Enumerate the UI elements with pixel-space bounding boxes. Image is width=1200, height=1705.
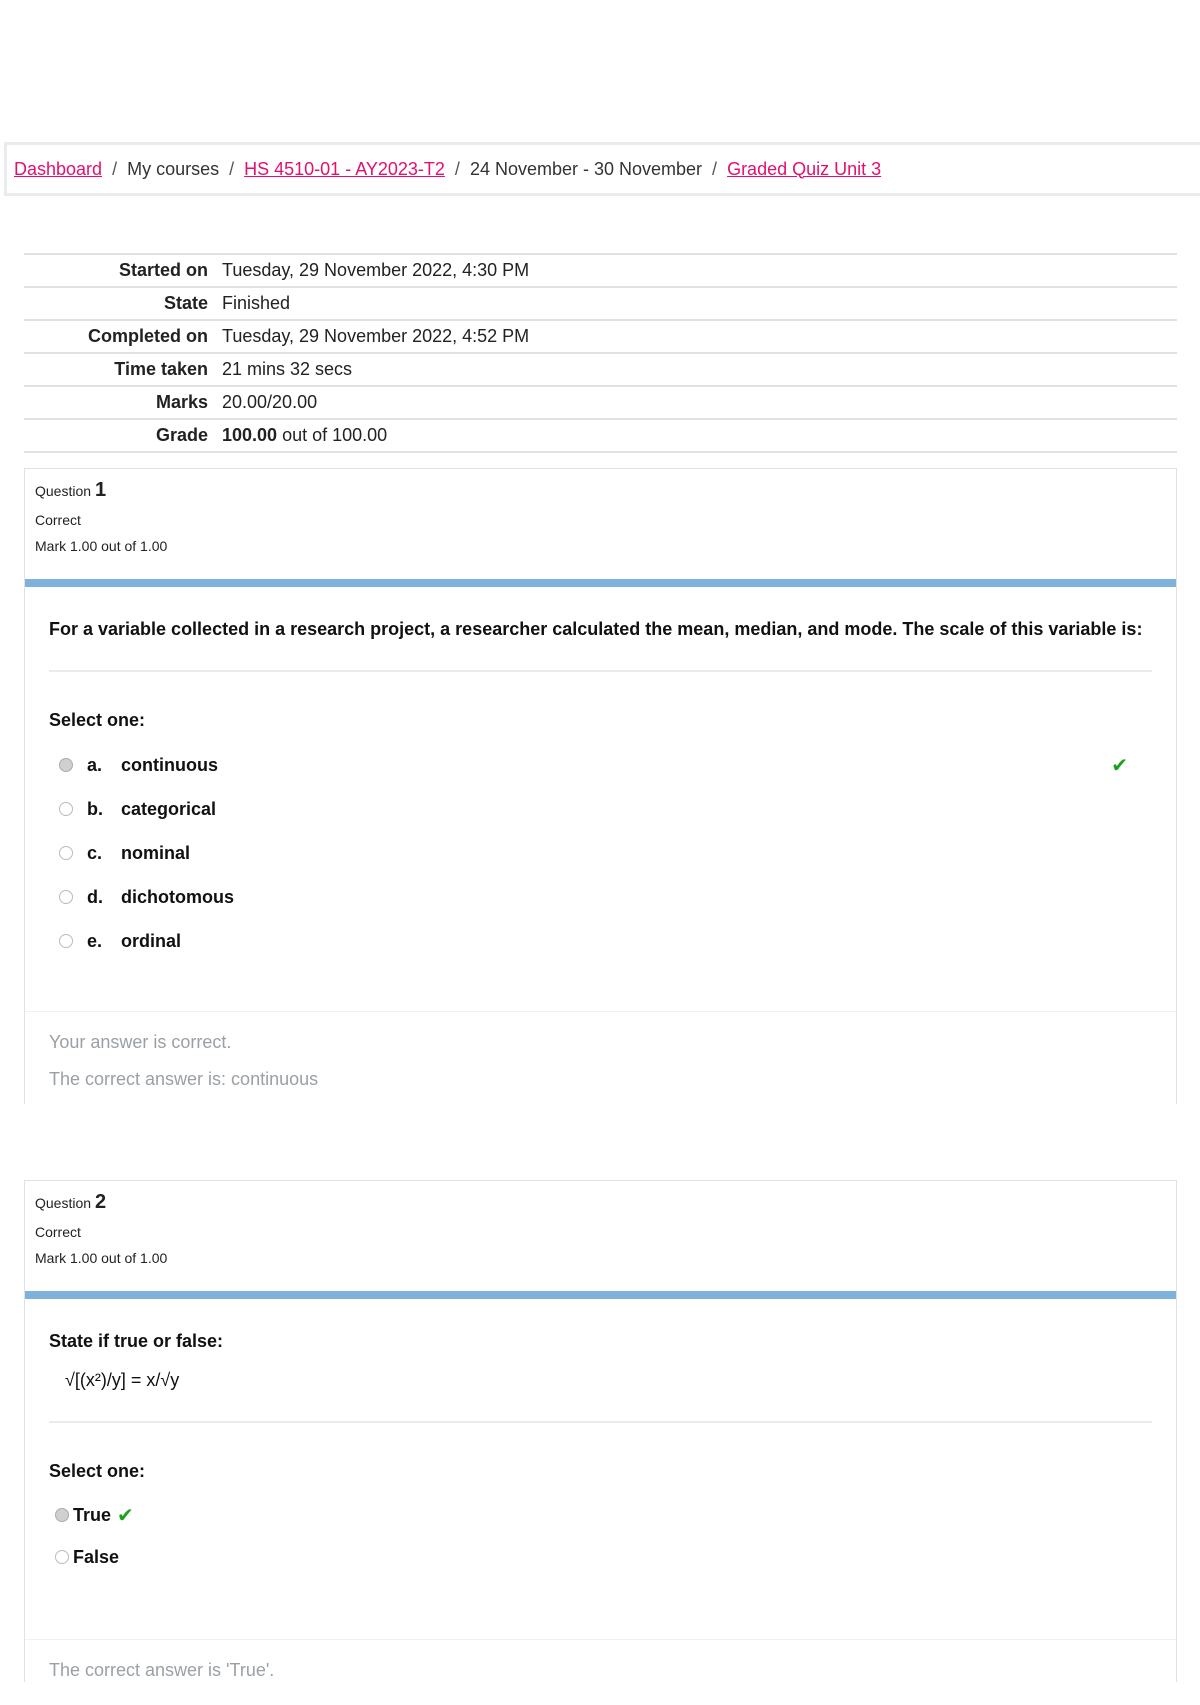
question-feedback <box>25 1639 1176 1705</box>
answer-option-false[interactable] <box>49 1536 1152 1578</box>
feedback-general: Your answer is correct. <box>49 1032 232 1052</box>
summary-row-state <box>24 287 1177 320</box>
breadcrumb <box>4 142 1200 196</box>
breadcrumb-quiz-link[interactable]: Graded Quiz Unit 3 <box>727 158 882 179</box>
breadcrumb-dashboard-link[interactable]: Dashboard <box>14 158 103 179</box>
summary-value: 20.00/20.00 <box>222 392 318 412</box>
option-letter: b. <box>87 798 103 819</box>
checkmark-icon: ✔ <box>117 1504 134 1527</box>
breadcrumb-separator: / <box>454 158 460 179</box>
question-number-value: 1 <box>94 479 107 501</box>
question-label: Question <box>35 483 95 499</box>
question-info <box>25 1181 1176 1291</box>
radio-button[interactable] <box>59 802 73 816</box>
question-content <box>25 587 1176 1011</box>
radio-button[interactable] <box>59 846 73 860</box>
question-label: Question <box>35 1195 95 1211</box>
grade-value: 100.00 <box>222 425 278 445</box>
attempt-summary-table <box>24 253 1177 453</box>
question-content <box>25 1299 1176 1639</box>
summary-row-started <box>24 254 1177 287</box>
option-letter: d. <box>87 886 103 907</box>
breadcrumb-week: 24 November - 30 November <box>469 158 703 179</box>
answer-option-true[interactable] <box>49 1494 1152 1536</box>
question-number <box>35 1191 1176 1214</box>
answer-option-a[interactable] <box>49 743 1152 787</box>
option-letter: c. <box>87 842 103 863</box>
option-text: dichotomous <box>121 886 234 907</box>
summary-row-marks <box>24 386 1177 419</box>
question-feedback <box>25 1011 1176 1114</box>
question-1 <box>24 468 1177 1104</box>
question-text: For a variable collected in a research project, a researcher calculated the mean, median, and mode. The scale of this variable is: <box>49 619 1143 639</box>
radio-button[interactable] <box>59 758 73 772</box>
summary-value: Tuesday, 29 November 2022, 4:52 PM <box>222 326 530 346</box>
summary-value <box>220 419 1177 452</box>
answer-option-c[interactable] <box>49 831 1152 875</box>
option-letter: e. <box>87 930 103 951</box>
feedback-correct-answer: The correct answer is 'True'. <box>49 1660 275 1680</box>
question-number <box>35 479 1176 502</box>
grade-out-of: out of 100.00 <box>277 425 388 445</box>
breadcrumb-separator: / <box>229 158 235 179</box>
question-number-value: 2 <box>94 1191 107 1213</box>
summary-value: Tuesday, 29 November 2022, 4:30 PM <box>222 260 530 280</box>
checkmark-icon: ✔ <box>1111 754 1128 777</box>
question-mark: Mark 1.00 out of 1.00 <box>35 538 168 554</box>
breadcrumb-separator: / <box>712 158 718 179</box>
answer-option-e[interactable] <box>49 919 1152 963</box>
question-2 <box>24 1180 1177 1682</box>
option-text: ordinal <box>121 930 182 951</box>
divider <box>49 1421 1152 1423</box>
summary-label: Time taken <box>114 359 208 379</box>
divider <box>49 670 1152 672</box>
question-text: State if true or false: <box>49 1331 224 1351</box>
select-one-prompt: Select one: <box>49 710 146 730</box>
summary-value: 21 mins 32 secs <box>222 359 353 379</box>
option-text: continuous <box>121 754 218 775</box>
feedback-correct-answer: The correct answer is: continuous <box>49 1069 319 1089</box>
summary-row-grade <box>24 419 1177 452</box>
summary-value: Finished <box>222 293 291 313</box>
summary-label: Marks <box>155 392 208 412</box>
breadcrumb-course-link[interactable]: HS 4510-01 - AY2023-T2 <box>244 158 445 179</box>
summary-row-completed <box>24 320 1177 353</box>
radio-button[interactable] <box>59 890 73 904</box>
option-letter: a. <box>87 754 103 775</box>
question-mark: Mark 1.00 out of 1.00 <box>35 1250 168 1266</box>
question-info <box>25 469 1176 579</box>
option-text: False <box>73 1546 120 1567</box>
summary-label: Grade <box>155 425 208 445</box>
breadcrumb-my-courses: My courses <box>127 158 220 179</box>
answer-option-d[interactable] <box>49 875 1152 919</box>
summary-row-time-taken <box>24 353 1177 386</box>
answer-option-b[interactable] <box>49 787 1152 831</box>
question-formula: √[(x²)/y] = x/√y <box>65 1370 180 1390</box>
question-status: Correct <box>35 512 81 528</box>
summary-label: Started on <box>118 260 208 280</box>
option-text: True <box>73 1504 112 1525</box>
select-one-prompt: Select one: <box>49 1461 146 1481</box>
summary-label: Completed on <box>88 326 208 346</box>
breadcrumb-separator: / <box>112 158 118 179</box>
question-status: Correct <box>35 1224 81 1240</box>
summary-label: State <box>163 293 208 313</box>
question-divider-bar <box>25 1291 1176 1299</box>
option-text: nominal <box>121 842 191 863</box>
radio-button[interactable] <box>55 1550 69 1564</box>
option-text: categorical <box>121 798 217 819</box>
radio-button[interactable] <box>55 1508 69 1522</box>
question-divider-bar <box>25 579 1176 587</box>
radio-button[interactable] <box>59 934 73 948</box>
